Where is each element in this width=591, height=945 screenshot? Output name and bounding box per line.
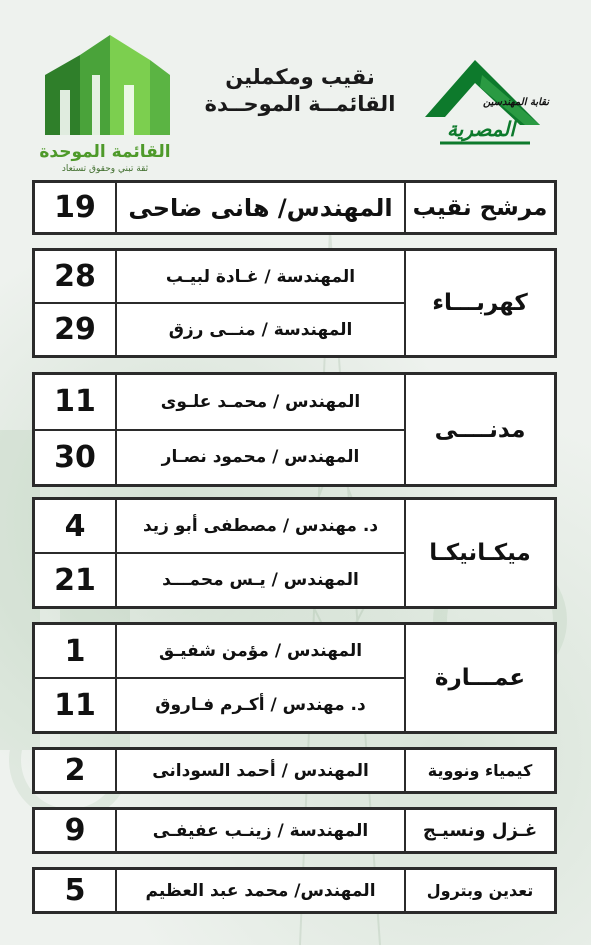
candidate-name: المهندس/ محمد عبد العظيم — [115, 870, 404, 911]
candidate-name: المهندس / أحمد السودانى — [115, 750, 404, 791]
category-label: كهربـــاء — [404, 251, 554, 355]
candidate-number: 11 — [54, 384, 96, 420]
candidate-row — [35, 375, 404, 429]
candidate-number: 28 — [54, 259, 96, 294]
category-label: غـزل ونسيـج — [404, 810, 554, 851]
candidate-box-mining-petroleum — [32, 867, 557, 914]
candidate-row — [35, 810, 404, 851]
title-line-2: القائمــة الموحــدة — [204, 92, 396, 116]
category-label: مرشح نقيب — [404, 183, 554, 232]
candidate-name: المهندس / محمـد علـوى — [115, 375, 404, 429]
candidate-row — [35, 625, 404, 677]
title-line-1: نقيب ومكملين — [225, 65, 375, 89]
candidate-box-civil — [32, 372, 557, 487]
candidate-row — [35, 870, 404, 911]
unified-list-logo-name: القائمة الموحدة — [39, 142, 171, 162]
category-label: ميكـانيكـا — [404, 500, 554, 606]
candidate-number: 4 — [64, 508, 86, 544]
unified-list-logo-tagline: ثقة تبني وحقوق تستعاد — [61, 164, 149, 174]
candidate-row — [35, 552, 404, 606]
candidate-number: 29 — [54, 312, 96, 347]
candidate-box-chemical-nuclear — [32, 747, 557, 794]
syndicate-name-egypt: المصرية — [447, 117, 515, 141]
candidate-box-architecture — [32, 622, 557, 734]
candidate-row — [35, 429, 404, 485]
candidate-number: 2 — [64, 753, 86, 788]
candidate-number: 19 — [54, 190, 96, 225]
candidate-row — [35, 677, 404, 731]
candidate-box-mechanical — [32, 497, 557, 609]
candidate-name: د. مهندس / مصطفى أبو زيد — [115, 500, 404, 552]
candidate-row — [35, 750, 404, 791]
candidate-number: 1 — [64, 633, 86, 669]
candidate-row — [35, 500, 404, 552]
category-label: عمـــارة — [404, 625, 554, 731]
category-label: تعدين وبترول — [404, 870, 554, 911]
unified-list-logo — [20, 30, 190, 174]
candidate-number: 5 — [64, 873, 86, 908]
candidate-name: د. مهندس / أكـرم فـاروق — [115, 679, 404, 731]
candidate-name: المهندسة / منــى رزق — [115, 304, 404, 355]
candidate-box-textile — [32, 807, 557, 854]
candidate-number: 30 — [54, 439, 96, 475]
candidate-name: المهندس/ هانى ضاحى — [115, 183, 404, 232]
candidate-name: المهندسة / زينـب عفيفـى — [115, 810, 404, 851]
candidate-number: 9 — [64, 813, 86, 848]
candidate-name: المهندس / محمود نصـار — [115, 431, 404, 485]
syndicate-name: نقابة المهندسين — [482, 97, 549, 108]
category-label: كيمياء ونووية — [404, 750, 554, 791]
candidate-number: 21 — [54, 562, 96, 598]
page-title — [185, 64, 415, 118]
candidate-row — [35, 302, 404, 355]
candidate-box-electrical — [32, 248, 557, 358]
candidate-number: 11 — [54, 687, 96, 723]
candidate-name: المهندسة / غـادة لبيـب — [115, 251, 404, 302]
header — [0, 0, 591, 174]
candidate-row — [35, 251, 404, 302]
candidate-name: المهندس / يـس محمـــد — [115, 554, 404, 606]
category-label: مدنــــى — [404, 375, 554, 484]
candidate-row — [35, 183, 404, 232]
candidate-name: المهندس / مؤمن شفيـق — [115, 625, 404, 677]
candidate-box-head — [32, 180, 557, 235]
buildings-icon — [20, 30, 190, 140]
engineers-syndicate-logo — [420, 55, 570, 150]
